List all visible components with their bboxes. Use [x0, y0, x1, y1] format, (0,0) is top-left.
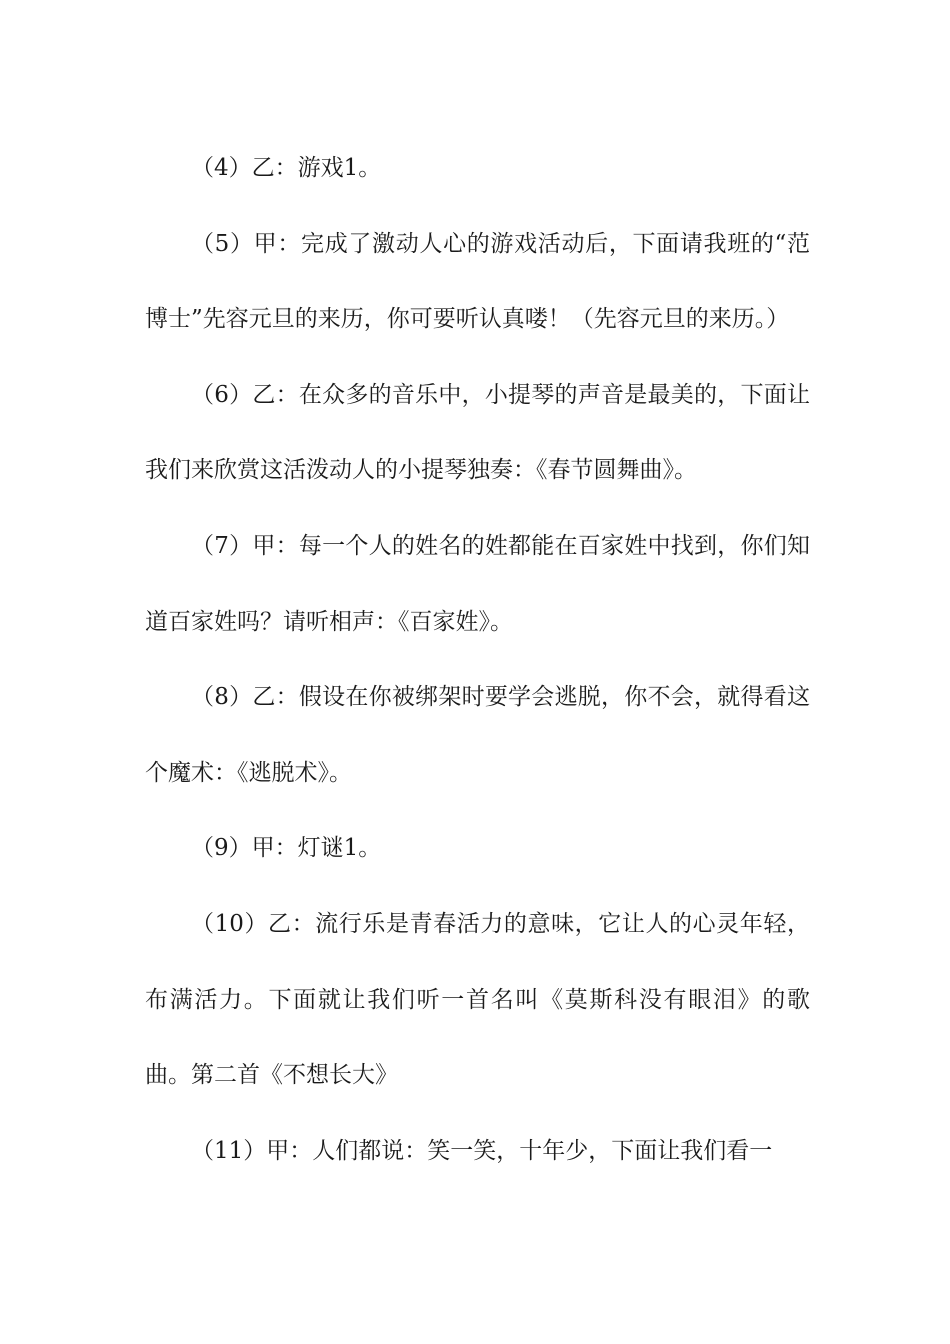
paragraph: （10）乙：流行乐是青春活力的意味，它让人的心灵年轻，布满活力。下面就让我们听一首名叫《莫斯科没有眼泪》的歌曲。第二首《不想长大》: [145, 910, 810, 1089]
paragraph: （9）甲：灯谜1。: [191, 835, 382, 862]
paragraph: （11）甲：人们都说：笑一笑，十年少，下面让我们看一: [191, 1137, 773, 1164]
paragraph: （4）乙：游戏1。: [191, 155, 382, 181]
paragraph: （8）乙：假设在你被绑架时要学会逃脱，你不会，就得看这个魔术：《逃脱术》。: [145, 684, 810, 786]
paragraph: （6）乙：在众多的音乐中，小提琴的声音是最美的，下面让我们来欣赏这活泼动人的小提琴独奏：《春节圆舞曲》。: [145, 381, 810, 484]
paragraph: （7）甲：每一个人的姓名的姓都能在百家姓中找到，你们知道百家姓吗？请听相声：《百家姓》。: [145, 532, 810, 635]
document-body: [145, 131, 810, 1189]
paragraph: （5）甲：完成了激动人心的游戏活动后，下面请我班的“范博士”先容元旦的来历，你可要听认真喽！（先容元旦的来历。）: [145, 230, 810, 333]
